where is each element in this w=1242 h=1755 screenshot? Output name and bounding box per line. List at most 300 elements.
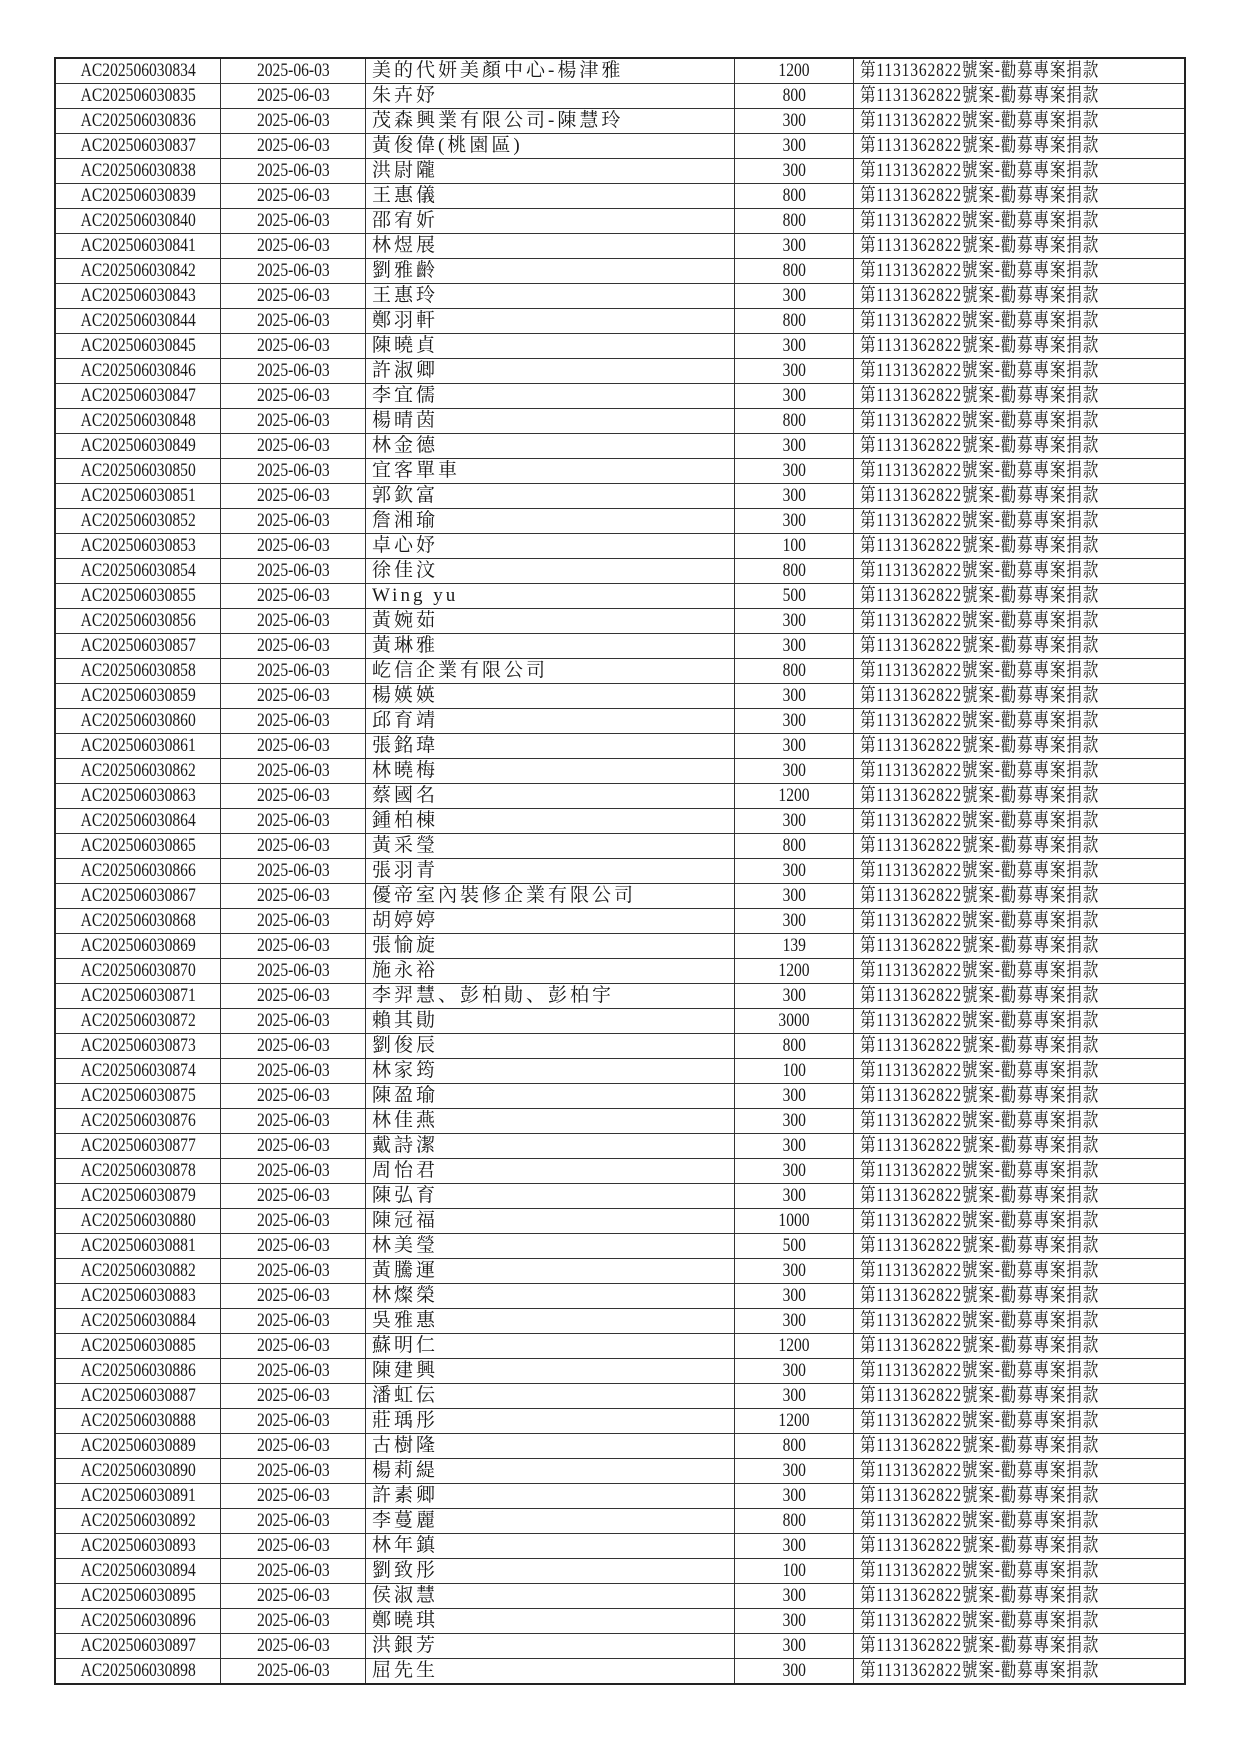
donor-name-cell — [366, 359, 735, 384]
donation-amount-text: 800 — [782, 310, 806, 331]
donation-amount-text: 300 — [782, 1285, 806, 1306]
donor-name-text: 黃婉茹 — [372, 610, 439, 631]
table-row — [55, 984, 1185, 1009]
donation-amount-cell — [735, 459, 854, 484]
donation-date-cell — [221, 584, 366, 609]
receipt-number-text: AC202506030853 — [80, 535, 196, 556]
receipt-number-cell — [55, 1434, 221, 1459]
receipt-number-cell — [55, 234, 221, 259]
donation-date-cell — [221, 159, 366, 184]
donation-amount-cell — [735, 334, 854, 359]
table-row — [55, 884, 1185, 909]
donor-name-text: 許素卿 — [372, 1485, 439, 1506]
donor-name-cell — [366, 1509, 735, 1534]
donation-date-text: 2025-06-03 — [256, 635, 330, 656]
receipt-number-cell — [55, 58, 221, 84]
receipt-number-cell — [55, 1084, 221, 1109]
table-row — [55, 1109, 1185, 1134]
table-row — [55, 634, 1185, 659]
donation-date-cell — [221, 484, 366, 509]
donation-date-text: 2025-06-03 — [256, 1535, 330, 1556]
donation-amount-text: 800 — [782, 210, 806, 231]
donation-purpose-text: 第1131362822號案-勸募專案捐款 — [860, 1535, 1100, 1556]
donation-amount-cell — [735, 1084, 854, 1109]
donation-date-text: 2025-06-03 — [256, 660, 330, 681]
receipt-number-text: AC202506030855 — [80, 585, 196, 606]
receipt-number-cell — [55, 1609, 221, 1634]
donation-date-text: 2025-06-03 — [256, 785, 330, 806]
donation-amount-text: 100 — [782, 535, 806, 556]
donation-purpose-cell — [854, 759, 1186, 784]
receipt-number-cell — [55, 1584, 221, 1609]
receipt-number-cell — [55, 1509, 221, 1534]
receipt-number-text: AC202506030849 — [80, 435, 196, 456]
donation-date-cell — [221, 1359, 366, 1384]
donation-date-cell — [221, 734, 366, 759]
donation-purpose-text: 第1131362822號案-勸募專案捐款 — [860, 110, 1100, 131]
donation-purpose-text: 第1131362822號案-勸募專案捐款 — [860, 1610, 1100, 1631]
donor-name-cell — [366, 1134, 735, 1159]
donor-name-text: 李宜儒 — [372, 385, 439, 406]
receipt-number-text: AC202506030897 — [80, 1635, 196, 1656]
receipt-number-cell — [55, 184, 221, 209]
donation-amount-text: 300 — [782, 1460, 806, 1481]
donor-name-text: 施永裕 — [372, 960, 439, 981]
donation-purpose-cell — [854, 109, 1186, 134]
donation-purpose-cell — [854, 1159, 1186, 1184]
donor-name-text: 楊晴茵 — [372, 410, 439, 431]
receipt-number-cell — [55, 334, 221, 359]
donation-purpose-text: 第1131362822號案-勸募專案捐款 — [860, 235, 1100, 256]
donor-name-cell — [366, 534, 735, 559]
table-row — [55, 1484, 1185, 1509]
donation-amount-text: 1200 — [778, 60, 810, 81]
receipt-number-text: AC202506030841 — [80, 235, 196, 256]
donation-date-cell — [221, 1459, 366, 1484]
donation-date-text: 2025-06-03 — [256, 1660, 330, 1681]
donation-date-cell — [221, 209, 366, 234]
table-row — [55, 384, 1185, 409]
receipt-number-text: AC202506030882 — [80, 1260, 196, 1281]
table-row — [55, 334, 1185, 359]
donor-name-cell — [366, 1584, 735, 1609]
receipt-number-cell — [55, 809, 221, 834]
donation-purpose-text: 第1131362822號案-勸募專案捐款 — [860, 310, 1100, 331]
donation-purpose-text: 第1131362822號案-勸募專案捐款 — [860, 1335, 1100, 1356]
table-row — [55, 1609, 1185, 1634]
receipt-number-cell — [55, 559, 221, 584]
receipt-number-text: AC202506030886 — [80, 1360, 196, 1381]
donation-purpose-cell — [854, 1609, 1186, 1634]
table-row — [55, 1459, 1185, 1484]
donation-date-cell — [221, 1534, 366, 1559]
donation-date-cell — [221, 1609, 366, 1634]
donation-amount-text: 800 — [782, 560, 806, 581]
receipt-number-cell — [55, 484, 221, 509]
donation-purpose-text: 第1131362822號案-勸募專案捐款 — [860, 85, 1100, 106]
donation-amount-text: 300 — [782, 1635, 806, 1656]
donation-amount-cell — [735, 609, 854, 634]
donation-purpose-cell — [854, 1384, 1186, 1409]
donation-purpose-cell — [854, 784, 1186, 809]
donation-date-cell — [221, 1434, 366, 1459]
donation-amount-cell — [735, 659, 854, 684]
table-row — [55, 1209, 1185, 1234]
donation-purpose-cell — [854, 509, 1186, 534]
donation-date-cell — [221, 1134, 366, 1159]
receipt-number-text: AC202506030861 — [80, 735, 196, 756]
donation-date-text: 2025-06-03 — [256, 1185, 330, 1206]
receipt-number-cell — [55, 134, 221, 159]
receipt-number-text: AC202506030860 — [80, 710, 196, 731]
receipt-number-cell — [55, 934, 221, 959]
donation-purpose-text: 第1131362822號案-勸募專案捐款 — [860, 360, 1100, 381]
donor-name-text: 優帝室內裝修企業有限公司 — [372, 885, 637, 906]
receipt-number-text: AC202506030871 — [80, 985, 196, 1006]
table-row — [55, 1509, 1185, 1534]
donation-date-text: 2025-06-03 — [256, 460, 330, 481]
donation-purpose-text: 第1131362822號案-勸募專案捐款 — [860, 510, 1100, 531]
donation-amount-text: 300 — [782, 285, 806, 306]
donation-amount-cell — [735, 634, 854, 659]
donation-amount-cell — [735, 834, 854, 859]
donation-amount-cell — [735, 809, 854, 834]
donor-name-cell — [366, 209, 735, 234]
donation-amount-cell — [735, 559, 854, 584]
donation-date-cell — [221, 834, 366, 859]
receipt-number-text: AC202506030836 — [80, 110, 196, 131]
donor-name-cell — [366, 234, 735, 259]
table-row — [55, 58, 1185, 84]
donor-name-text: 茂森興業有限公司-陳慧玲 — [372, 110, 624, 131]
donation-date-cell — [221, 309, 366, 334]
donation-date-cell — [221, 134, 366, 159]
receipt-number-text: AC202506030868 — [80, 910, 196, 931]
donation-date-cell — [221, 459, 366, 484]
donor-name-cell — [366, 684, 735, 709]
receipt-number-cell — [55, 409, 221, 434]
donor-name-cell — [366, 309, 735, 334]
donation-amount-text: 300 — [782, 485, 806, 506]
donor-name-text: 林家筠 — [372, 1060, 439, 1081]
donation-amount-cell — [735, 909, 854, 934]
receipt-number-text: AC202506030892 — [80, 1510, 196, 1531]
receipt-number-cell — [55, 609, 221, 634]
donation-purpose-text: 第1131362822號案-勸募專案捐款 — [860, 810, 1100, 831]
donation-purpose-cell — [854, 934, 1186, 959]
donation-purpose-cell — [854, 1034, 1186, 1059]
donation-amount-text: 300 — [782, 885, 806, 906]
table-row — [55, 109, 1185, 134]
table-row — [55, 734, 1185, 759]
donation-amount-text: 300 — [782, 110, 806, 131]
donation-amount-cell — [735, 1609, 854, 1634]
donation-date-cell — [221, 709, 366, 734]
donation-amount-cell — [735, 1434, 854, 1459]
receipt-number-cell — [55, 1184, 221, 1209]
donor-name-text: 張愉旋 — [372, 935, 439, 956]
donation-purpose-text: 第1131362822號案-勸募專案捐款 — [860, 1560, 1100, 1581]
donation-amount-cell — [735, 184, 854, 209]
donation-date-cell — [221, 1209, 366, 1234]
donor-name-text: 黃琳雅 — [372, 635, 439, 656]
donor-name-text: 林燦榮 — [372, 1285, 439, 1306]
donor-name-text: 戴詩潔 — [372, 1135, 439, 1156]
donation-amount-text: 300 — [782, 685, 806, 706]
donation-date-cell — [221, 58, 366, 84]
donation-date-text: 2025-06-03 — [256, 1560, 330, 1581]
donation-date-text: 2025-06-03 — [256, 185, 330, 206]
donation-purpose-text: 第1131362822號案-勸募專案捐款 — [860, 160, 1100, 181]
donation-purpose-text: 第1131362822號案-勸募專案捐款 — [860, 660, 1100, 681]
donation-purpose-text: 第1131362822號案-勸募專案捐款 — [860, 860, 1100, 881]
donation-purpose-cell — [854, 1409, 1186, 1434]
donation-amount-text: 300 — [782, 1385, 806, 1406]
donation-date-text: 2025-06-03 — [256, 60, 330, 81]
donation-purpose-cell — [854, 84, 1186, 109]
donation-purpose-text: 第1131362822號案-勸募專案捐款 — [860, 135, 1100, 156]
receipt-number-cell — [55, 1334, 221, 1359]
donation-date-text: 2025-06-03 — [256, 210, 330, 231]
donation-amount-text: 300 — [782, 1660, 806, 1681]
donation-date-text: 2025-06-03 — [256, 560, 330, 581]
donor-name-cell — [366, 834, 735, 859]
table-row — [55, 1084, 1185, 1109]
receipt-number-text: AC202506030878 — [80, 1160, 196, 1181]
donation-purpose-text: 第1131362822號案-勸募專案捐款 — [860, 1035, 1100, 1056]
donation-date-cell — [221, 109, 366, 134]
receipt-number-cell — [55, 784, 221, 809]
donor-name-cell — [366, 1309, 735, 1334]
donation-amount-text: 300 — [782, 1160, 806, 1181]
receipt-number-cell — [55, 1534, 221, 1559]
donor-name-text: 鄭羽軒 — [372, 310, 439, 331]
donation-amount-cell — [735, 84, 854, 109]
receipt-number-text: AC202506030837 — [80, 135, 196, 156]
donor-name-text: 鍾柏棟 — [372, 810, 439, 831]
donation-date-cell — [221, 934, 366, 959]
donor-name-cell — [366, 634, 735, 659]
donation-date-text: 2025-06-03 — [256, 285, 330, 306]
donation-amount-text: 1200 — [778, 960, 810, 981]
donation-purpose-text: 第1131362822號案-勸募專案捐款 — [860, 785, 1100, 806]
donation-purpose-text: 第1131362822號案-勸募專案捐款 — [860, 1160, 1100, 1181]
receipt-number-text: AC202506030891 — [80, 1485, 196, 1506]
donation-purpose-text: 第1131362822號案-勸募專案捐款 — [860, 1085, 1100, 1106]
donation-purpose-text: 第1131362822號案-勸募專案捐款 — [860, 1485, 1100, 1506]
donor-name-cell — [366, 509, 735, 534]
donor-name-text: 黃騰運 — [372, 1260, 439, 1281]
donor-name-text: 林美瑩 — [372, 1235, 439, 1256]
donation-purpose-text: 第1131362822號案-勸募專案捐款 — [860, 1510, 1100, 1531]
donation-amount-text: 500 — [782, 585, 806, 606]
donation-purpose-text: 第1131362822號案-勸募專案捐款 — [860, 1585, 1100, 1606]
donation-amount-cell — [735, 234, 854, 259]
receipt-number-text: AC202506030888 — [80, 1410, 196, 1431]
donation-purpose-text: 第1131362822號案-勸募專案捐款 — [860, 1210, 1100, 1231]
donation-amount-text: 300 — [782, 510, 806, 531]
receipt-number-cell — [55, 209, 221, 234]
donation-date-text: 2025-06-03 — [256, 260, 330, 281]
donor-name-text: 李羿慧、彭柏勛、彭柏宇 — [372, 985, 615, 1006]
donation-purpose-cell — [854, 159, 1186, 184]
donation-date-cell — [221, 409, 366, 434]
donor-name-cell — [366, 459, 735, 484]
donation-date-cell — [221, 434, 366, 459]
donation-purpose-text: 第1131362822號案-勸募專案捐款 — [860, 535, 1100, 556]
receipt-number-text: AC202506030894 — [80, 1560, 196, 1581]
donation-purpose-text: 第1131362822號案-勸募專案捐款 — [860, 685, 1100, 706]
donation-purpose-text: 第1131362822號案-勸募專案捐款 — [860, 1185, 1100, 1206]
donation-amount-text: 300 — [782, 910, 806, 931]
donation-amount-cell — [735, 884, 854, 909]
donation-purpose-cell — [854, 1634, 1186, 1659]
donor-name-text: 蘇明仁 — [372, 1335, 439, 1356]
donation-date-cell — [221, 259, 366, 284]
donation-purpose-text: 第1131362822號案-勸募專案捐款 — [860, 460, 1100, 481]
donor-name-cell — [366, 1409, 735, 1434]
receipt-number-cell — [55, 259, 221, 284]
donor-name-cell — [366, 334, 735, 359]
donor-name-cell — [366, 134, 735, 159]
donation-purpose-cell — [854, 284, 1186, 309]
donation-date-cell — [221, 609, 366, 634]
donation-amount-cell — [735, 1284, 854, 1309]
donation-amount-text: 1200 — [778, 785, 810, 806]
donor-name-text: 周怡君 — [372, 1160, 439, 1181]
donation-date-text: 2025-06-03 — [256, 1085, 330, 1106]
donor-name-cell — [366, 734, 735, 759]
donation-date-cell — [221, 559, 366, 584]
donation-amount-text: 100 — [782, 1060, 806, 1081]
donation-amount-cell — [735, 409, 854, 434]
donor-name-text: Wing yu — [372, 585, 459, 606]
donor-name-cell — [366, 58, 735, 84]
donor-name-cell — [366, 1109, 735, 1134]
donation-purpose-cell — [854, 609, 1186, 634]
receipt-number-text: AC202506030893 — [80, 1535, 196, 1556]
donation-purpose-cell — [854, 1084, 1186, 1109]
receipt-number-cell — [55, 834, 221, 859]
receipt-number-text: AC202506030898 — [80, 1660, 196, 1681]
donor-name-cell — [366, 759, 735, 784]
donation-amount-text: 800 — [782, 1435, 806, 1456]
donation-date-cell — [221, 184, 366, 209]
receipt-number-cell — [55, 584, 221, 609]
donation-amount-text: 300 — [782, 235, 806, 256]
donation-amount-cell — [735, 1409, 854, 1434]
receipt-number-text: AC202506030847 — [80, 385, 196, 406]
receipt-number-text: AC202506030877 — [80, 1135, 196, 1156]
receipt-number-text: AC202506030867 — [80, 885, 196, 906]
donation-amount-cell — [735, 1184, 854, 1209]
donor-name-cell — [366, 1159, 735, 1184]
receipt-number-text: AC202506030869 — [80, 935, 196, 956]
donor-name-text: 黃俊偉(桃園區) — [372, 135, 523, 156]
donation-amount-text: 139 — [782, 935, 806, 956]
donation-purpose-cell — [854, 909, 1186, 934]
receipt-number-text: AC202506030857 — [80, 635, 196, 656]
donation-purpose-text: 第1131362822號案-勸募專案捐款 — [860, 1110, 1100, 1131]
donation-date-cell — [221, 234, 366, 259]
donation-purpose-cell — [854, 259, 1186, 284]
donation-amount-text: 800 — [782, 410, 806, 431]
donation-amount-cell — [735, 384, 854, 409]
table-row — [55, 1134, 1185, 1159]
donation-amount-cell — [735, 1234, 854, 1259]
donation-amount-text: 300 — [782, 985, 806, 1006]
donation-date-cell — [221, 909, 366, 934]
donation-amount-cell — [735, 1509, 854, 1534]
donation-purpose-cell — [854, 1259, 1186, 1284]
donor-name-text: 莊瑀彤 — [372, 1410, 439, 1431]
table-row — [55, 684, 1185, 709]
donor-name-cell — [366, 1559, 735, 1584]
donor-name-cell — [366, 809, 735, 834]
receipt-number-text: AC202506030850 — [80, 460, 196, 481]
donor-name-cell — [366, 384, 735, 409]
receipt-number-cell — [55, 534, 221, 559]
table-row — [55, 1559, 1185, 1584]
donation-date-cell — [221, 1234, 366, 1259]
donation-purpose-text: 第1131362822號案-勸募專案捐款 — [860, 935, 1100, 956]
donor-name-text: 楊莉緹 — [372, 1460, 439, 1481]
table-row — [55, 1034, 1185, 1059]
donation-date-text: 2025-06-03 — [256, 335, 330, 356]
receipt-number-text: AC202506030859 — [80, 685, 196, 706]
donor-name-cell — [366, 1384, 735, 1409]
receipt-number-cell — [55, 359, 221, 384]
donor-name-cell — [366, 1209, 735, 1234]
donation-purpose-cell — [854, 484, 1186, 509]
donation-purpose-cell — [854, 734, 1186, 759]
donation-amount-text: 300 — [782, 1485, 806, 1506]
donation-purpose-cell — [854, 1134, 1186, 1159]
donation-date-text: 2025-06-03 — [256, 1460, 330, 1481]
donation-amount-text: 800 — [782, 1510, 806, 1531]
receipt-number-cell — [55, 309, 221, 334]
donation-date-cell — [221, 1259, 366, 1284]
receipt-number-cell — [55, 1159, 221, 1184]
donation-amount-cell — [735, 159, 854, 184]
donation-amount-text: 300 — [782, 1535, 806, 1556]
receipt-number-cell — [55, 434, 221, 459]
donation-purpose-cell — [854, 984, 1186, 1009]
receipt-number-cell — [55, 1384, 221, 1409]
donation-amount-cell — [735, 1309, 854, 1334]
donor-name-cell — [366, 1459, 735, 1484]
donor-name-text: 郭欽富 — [372, 485, 439, 506]
donation-date-text: 2025-06-03 — [256, 1385, 330, 1406]
donation-amount-cell — [735, 584, 854, 609]
donation-purpose-cell — [854, 1359, 1186, 1384]
receipt-number-cell — [55, 634, 221, 659]
donation-date-text: 2025-06-03 — [256, 1635, 330, 1656]
donation-purpose-text: 第1131362822號案-勸募專案捐款 — [860, 410, 1100, 431]
table-row — [55, 509, 1185, 534]
receipt-number-cell — [55, 1109, 221, 1134]
donation-date-text: 2025-06-03 — [256, 1060, 330, 1081]
donor-name-text: 劉俊辰 — [372, 1035, 439, 1056]
table-row — [55, 84, 1185, 109]
donation-purpose-cell — [854, 584, 1186, 609]
donation-purpose-cell — [854, 809, 1186, 834]
table-row — [55, 1259, 1185, 1284]
table-row — [55, 184, 1185, 209]
donation-date-text: 2025-06-03 — [256, 835, 330, 856]
donation-date-cell — [221, 1484, 366, 1509]
donation-purpose-cell — [854, 1509, 1186, 1534]
